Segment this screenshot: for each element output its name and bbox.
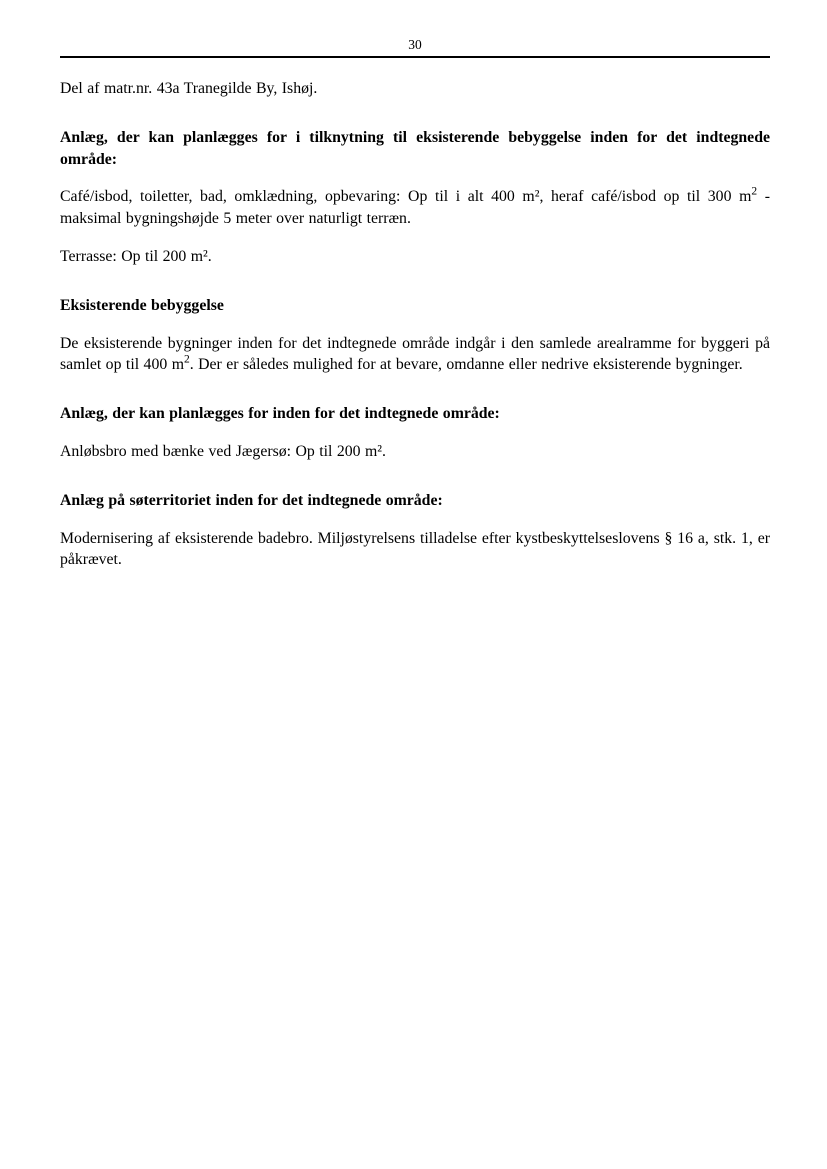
text-run: De eksisterende bygninger inden for det indtegnede område indgår i den samlede arealramme for byggeri på samlet op til 400 m bbox=[60, 334, 770, 374]
heading-eksisterende-bebyggelse bbox=[60, 295, 770, 317]
text-run: Eksisterende bebyggelse bbox=[60, 296, 224, 314]
document-body bbox=[60, 78, 770, 571]
intro-line bbox=[60, 78, 770, 100]
heading-anlaeg-inden-for-omraade bbox=[60, 403, 770, 425]
text-run: Modernisering af eksisterende badebro. Miljøstyrelsens tilladelse efter kystbeskyttelseslovens § 16 a, stk. 1, er påkrævet. bbox=[60, 529, 770, 569]
text-run: Anlæg, der kan planlægges for i tilknytning til eksisterende bebyggelse inden for det indtegnede område: bbox=[60, 128, 770, 168]
text-run: Anlæg, der kan planlægges for inden for det indtegnede område: bbox=[60, 405, 500, 423]
text-run: Del af matr.nr. 43a Tranegilde By, Ishøj. bbox=[60, 80, 318, 97]
text-run: Terrasse: Op til 200 m². bbox=[60, 247, 212, 265]
superscript-2: 2 bbox=[751, 186, 758, 199]
text-run: Café/isbod, toiletter, bad, omklædning, opbevaring: Op til i alt 400 m², heraf café/isbod op til 300 m bbox=[60, 188, 752, 206]
page-number: 30 bbox=[408, 37, 422, 52]
para-eksisterende-bygninger bbox=[60, 333, 770, 377]
heading-anlaeg-tilknytning bbox=[60, 127, 770, 171]
para-anloebsbro bbox=[60, 441, 770, 463]
superscript-2: 2 bbox=[183, 354, 190, 367]
text-run: . Der er således mulighed for at bevare, omdanne eller nedrive eksisterende bygninger. bbox=[189, 356, 743, 374]
text-run: Anløbsbro med bænke ved Jægersø: Op til 200 m². bbox=[60, 442, 386, 460]
header-rule bbox=[60, 56, 770, 58]
para-terrasse bbox=[60, 246, 770, 268]
para-modernisering bbox=[60, 528, 770, 572]
heading-anlaeg-soeterritoriet bbox=[60, 490, 770, 512]
text-run: Anlæg på søterritoriet inden for det indtegnede område: bbox=[60, 491, 443, 509]
text-run: - maksimal bygningshøjde 5 meter over naturligt terræn. bbox=[60, 188, 770, 228]
para-cafe-isbod bbox=[60, 186, 770, 230]
